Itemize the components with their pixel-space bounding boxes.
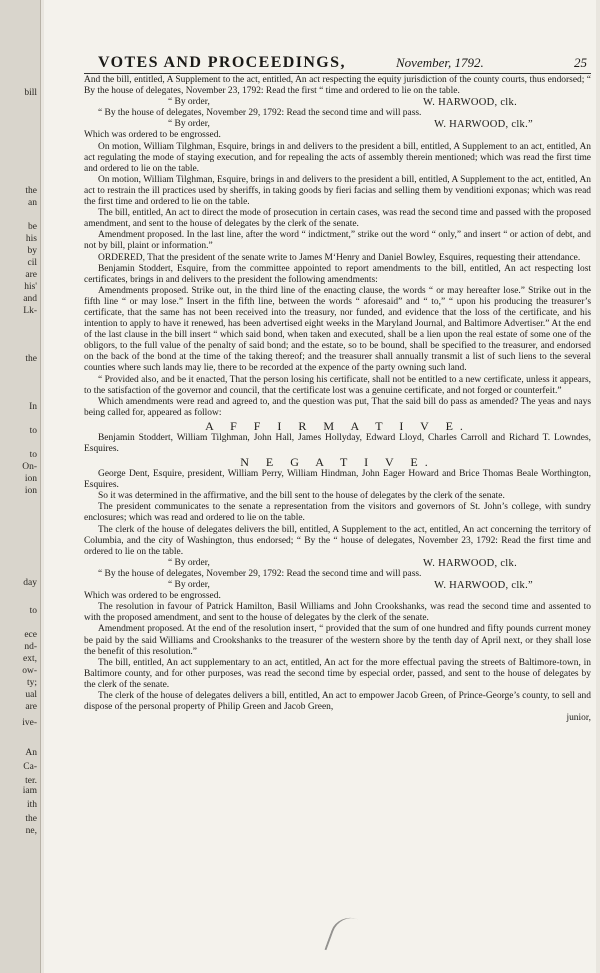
- gutter-fragment: ece: [24, 630, 37, 640]
- negative-heading: N E G A T I V E.: [240, 455, 435, 470]
- by-order: “ By order,: [168, 580, 210, 591]
- paragraph: The resolution in favour of Patrick Hamilton, Basil Williams and John Crookshanks, was read the second time and assented to with the proposed amendment, and sent to the house of delegates by the clerk of the senate.: [84, 602, 591, 624]
- gutter-fragment: Lk-: [23, 306, 37, 316]
- gutter-fragment: cil: [27, 258, 37, 268]
- gutter-fragment: ith: [26, 800, 37, 810]
- gutter-fragment: the: [25, 186, 37, 196]
- gutter-fragment: are: [25, 702, 37, 712]
- gutter-fragment: ual: [25, 690, 37, 700]
- paragraph: “ By the house of delegates, November 29, 1792: Read the second time and will pass.: [98, 568, 422, 579]
- paragraph: “ Provided also, and be it enacted, That the person losing his certificate, shall not be entitled to a new certificate, unless it appears, to the satisfaction of the governor and council, that the certificate lost was a genuine certificate, and not forged or counterfeit.”: [84, 374, 591, 396]
- by-order: “ By order,: [168, 557, 210, 568]
- body-text: [84, 75, 591, 724]
- clerk-signature: W. HARWOOD, clk.”: [434, 119, 533, 131]
- clerk-signature: W. HARWOOD, clk.: [423, 557, 517, 569]
- gutter-fragment: the: [25, 814, 37, 824]
- gutter-fragment: by: [27, 246, 37, 256]
- gutter-fragment: Ca-: [23, 762, 37, 772]
- gutter-fragment: ty;: [26, 678, 37, 688]
- paragraph: Amendment proposed. At the end of the resolution insert, “ provided that the sum of one hundred and fifty pounds current money be paid by the said Williams and Crookshanks to the treasurer of the western shore by the tenth day of April next, or they shall lose the benefit of this resolution.”: [84, 624, 591, 657]
- gutter-fragment: ne,: [25, 826, 37, 836]
- page-number: 25: [574, 55, 587, 70]
- running-date: November, 1792.: [396, 55, 484, 70]
- paragraph: “ By the house of delegates, November 29, 1792: Read the second time and will pass.: [98, 108, 422, 119]
- gutter-fragment: are: [25, 270, 37, 280]
- paragraph: And the bill, entitled, A Supplement to the act, entitled, An act respecting the equity jurisdiction of the county courts, thus endorsed; “ By the house of delegates, November 23, 1792: Read the first “ time and ordered to lie on the table.: [84, 75, 591, 97]
- paragraph: Amendments proposed. Strike out, in the third line of the enacting clause, the words “ or may hereafter lose.” Strike out in the fifth line “ or may lose.” Insert in the fifth line, between the words “ aforesaid” and “ to,” “ upon his producing the treasurer’s certificate, that the same has not been received into the treasury, nor funded, and evidence that the loss of the certificate, and his intention to apply to have it renewed, has been advertised eight weeks in the Maryland Journal, and Baltimore Advertiser.” At the end of the last clause in the bill insert “ which said bond, when taken and executed, shall be a lien upon the real estate of some one of the obligors, to the full value of the penalty of said bond; and the estate, so to be bound, shall be specified to the treasurer, and endorsed on the back of the bond at the time of the taking thereof; and the treasurer shall annually transmit a list of such liens to the several counties where such lands may lie, there to be recorded at the expence of the party owning such land.: [84, 285, 591, 374]
- negative-names: George Dent, Esquire, president, William Perry, William Hindman, John Eager Howard and Brice Thomas Beale Worthington, Esquires.: [84, 469, 591, 491]
- gutter-fragment: On-: [22, 462, 37, 472]
- signature-line: [84, 580, 591, 591]
- gutter-fragment: to: [29, 450, 37, 460]
- gutter-fragment: ext,: [23, 654, 37, 664]
- paragraph: The president communicates to the senate a representation from the visitors and governors of St. John’s college, with sundry enclosures; which was read and ordered to lie on the table.: [84, 502, 591, 524]
- affirmative-heading: A F F I R M A T I V E.: [205, 418, 470, 433]
- gutter-fragment: be: [28, 222, 37, 232]
- paragraph: The bill, entitled, An act supplementary to an act, entitled, An act for the more effectual paving the streets of Baltimore-town, in Baltimore county, and for other purposes, was read the second time by especial order, passed, and sent to the house of delegates by the clerk of the senate.: [84, 657, 591, 690]
- paragraph: Which amendments were read and agreed to, and the question was put, That the said bill do pass as amended? The yeas and nays being called for, appeared as follow:: [84, 396, 591, 418]
- gutter-fragment: ion: [24, 474, 37, 484]
- gutter-fragment: his': [24, 282, 37, 292]
- gutter-fragment: bill: [24, 88, 37, 98]
- gutter-fragment: ow-: [22, 666, 37, 676]
- paragraph: The clerk of the house of delegates delivers a bill, entitled, An act to empower Jacob Green, of Prince-George’s county, to sell and dispose of the personal property of Philip Green and Jacob Green,: [84, 690, 591, 713]
- gutter-fragment: day: [23, 578, 37, 588]
- by-order: “ By order,: [168, 97, 210, 108]
- paragraph: So it was determined in the affirmative, and the bill sent to the house of delegates by the clerk of the senate.: [98, 491, 505, 502]
- gutter-fragment: and: [23, 294, 37, 304]
- gutter-fragment: In: [29, 402, 37, 412]
- gutter-fragment: his: [25, 234, 37, 244]
- signature-line: [84, 558, 591, 569]
- gutter-fragment: ion: [24, 486, 37, 496]
- affirmative-names: Benjamin Stoddert, William Tilghman, John Hall, James Hollyday, Edward Lloyd, Charles Carroll and Richard T. Lowndes, Esquires.: [84, 432, 591, 454]
- gutter-fragment: to: [29, 426, 37, 436]
- catchword: junior,: [566, 713, 591, 724]
- signature-line: [84, 119, 591, 130]
- paragraph: Benjamin Stoddert, Esquire, from the committee appointed to report amendments to the bill, entitled, An act respecting lost certificates, brings in and delivers to the president the following amendments:: [84, 263, 591, 285]
- gutter-fragment: ive-: [22, 718, 37, 728]
- paragraph: ORDERED, That the president of the senate write to James M‘Henry and Daniel Bowley, Esquires, requesting their attendance.: [98, 252, 581, 263]
- paragraph: Amendment proposed. In the last line, after the word “ indictment,” strike out the word “ only,” and insert “ or action of debt, and not by bill, plaint or information.”: [84, 230, 591, 252]
- running-header: [84, 55, 591, 74]
- gutter-fragment: An: [25, 748, 37, 758]
- paragraph: Which was ordered to be engrossed.: [84, 130, 221, 141]
- gutter-fragment: the: [25, 354, 37, 364]
- paragraph: Which was ordered to be engrossed.: [84, 591, 221, 602]
- gutter-fragment: nd-: [24, 642, 37, 652]
- by-order: “ By order,: [168, 119, 210, 130]
- clerk-signature: W. HARWOOD, clk.”: [434, 580, 533, 592]
- gutter-fragment: iam: [22, 786, 37, 796]
- signature-line: [84, 97, 591, 108]
- clerk-signature: W. HARWOOD, clk.: [423, 97, 517, 109]
- paragraph: The clerk of the house of delegates delivers the bill, entitled, A Supplement to the act, entitled, An act concerning the territory of Columbia, and the city of Washington, thus endorsed; “ By the “ house of delegates, November 23, 1792: Read the first time and ordered to lie on the table.: [84, 524, 591, 557]
- paragraph: On motion, William Tilghman, Esquire, brings in and delivers to the president a bill, entitled, A Supplement to the act, entitled, An act to restrain the ill practices used by sheriffs, in taking goods by fieri facias and selling them by venditioni exponas; which was read the first time and ordered to lie on the table.: [84, 174, 591, 208]
- facing-page-gutter: [0, 0, 41, 973]
- gutter-fragment: to: [29, 606, 37, 616]
- paragraph: On motion, William Tilghman, Esquire, brings in and delivers to the president a bill, entitled, A Supplement to an act, entitled, An act regulating the mode of staying execution, and for repealing the acts of assembly therein mentioned; which was read the first time and ordered to lie on the table.: [84, 141, 591, 174]
- gutter-fragment: ter.: [25, 776, 37, 786]
- running-title: VOTES AND PROCEEDINGS,: [98, 54, 346, 71]
- paragraph: The bill, entitled, An act to direct the mode of prosecution in certain cases, was read the second time and passed with the proposed amendment, and sent to the house of delegates by the clerk of the senate.: [84, 208, 591, 230]
- gutter-fragment: an: [28, 198, 37, 208]
